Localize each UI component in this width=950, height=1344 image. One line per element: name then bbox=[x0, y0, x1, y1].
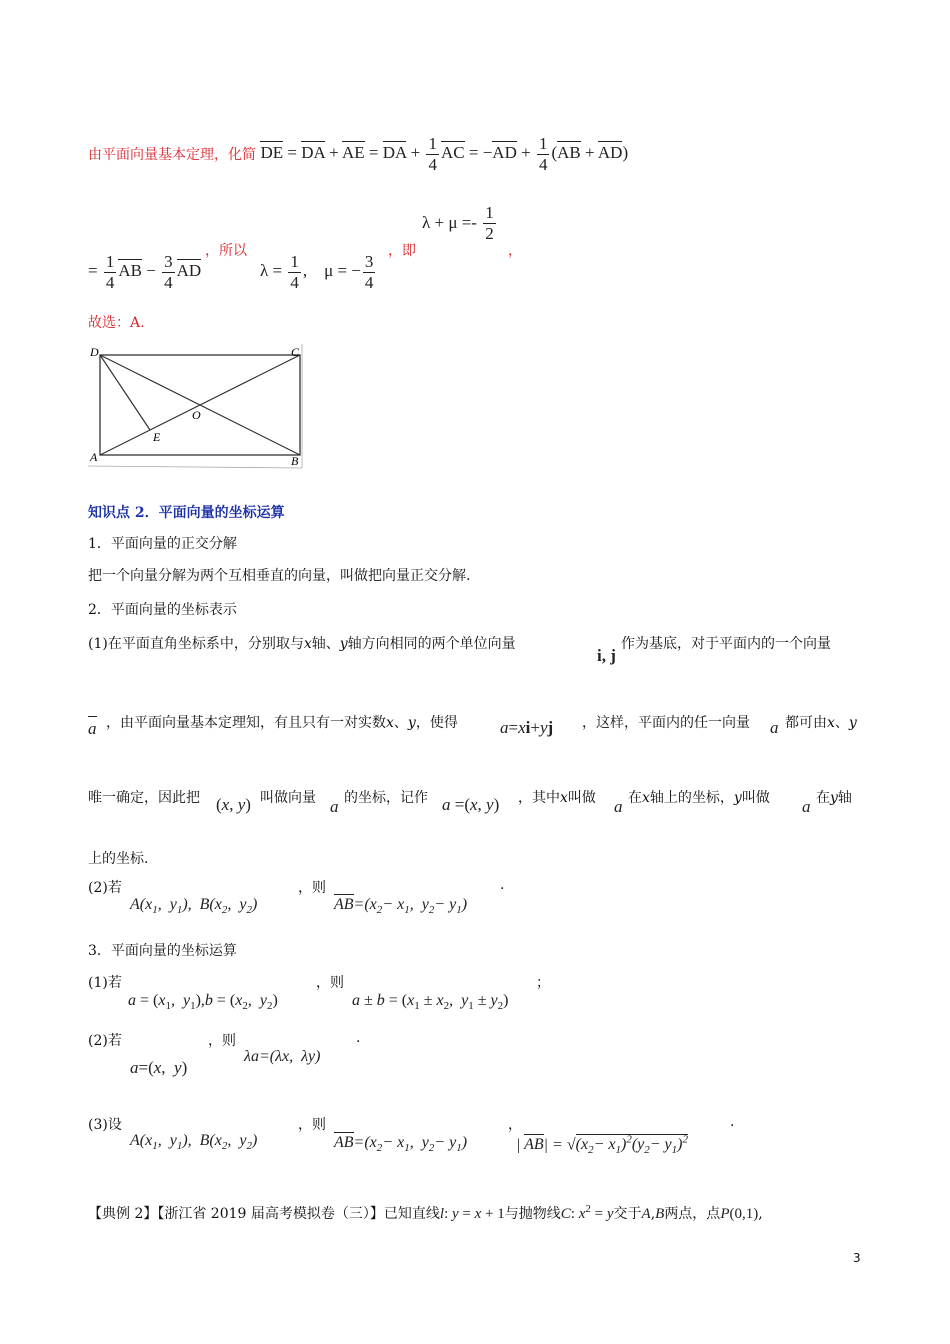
p2-text-c: ，这样，平面内的任一向量 bbox=[582, 715, 750, 731]
formula-a-pm-b: $a \pm b = (x_1 \pm x_2$, $y_1 \pm y_2$) bbox=[352, 992, 509, 1013]
vector-a-2: a bbox=[770, 718, 779, 737]
label-e: E bbox=[153, 430, 161, 444]
points-ab: $A(x_1$, $y_1$), $B(x_2$, $y_2$) bbox=[130, 896, 258, 917]
r1-text-a: (1)若 bbox=[88, 975, 122, 991]
paragraph-unique: ，由平面向量基本定理知，有且只有一对实数x、y，使得 bbox=[106, 715, 458, 731]
formula-ab-vector-2: $AB=(x_2- x_1$, $y_2- y_1$) bbox=[334, 1134, 468, 1155]
formula-ab-ad: = $\frac{1}{4}$ AB − $\frac{3}{4}$ AD bbox=[88, 252, 202, 292]
label-d: D bbox=[90, 345, 99, 359]
vector-a-4: a bbox=[614, 797, 623, 816]
label-b: B bbox=[291, 454, 299, 468]
paragraph-orthogonal: 把一个向量分解为两个互相垂直的向量，叫做把向量正交分解. bbox=[88, 568, 471, 584]
p1-text-c: 轴方向相同的两个单位向量 bbox=[347, 636, 516, 652]
p3-text-e: 叫做 bbox=[567, 790, 596, 806]
lambda-mu-sum: λ + μ =- $\frac{1}{2}$ bbox=[422, 203, 494, 243]
subheading-1: 1．平面向量的正交分解 bbox=[88, 536, 237, 552]
example-text-a: 【典例 2】【浙江省 2019 届高考模拟卷（三）】已知直线 bbox=[88, 1206, 440, 1222]
q2-text-b: ，则 bbox=[298, 880, 326, 896]
formula-lambda-a: λa=(λx, λy) bbox=[244, 1048, 321, 1065]
paragraph-basis: (1)在平面直角坐标系中，分别取与x轴、y轴方向相同的两个单位向量 bbox=[88, 636, 516, 652]
example-2: 【典例 2】【浙江省 2019 届高考模拟卷（三）】已知直线l: y = x + 1与抛物线C: $x^2 = y$交于A,B两点，点P(0,1), bbox=[88, 1203, 763, 1222]
p1-text-a: (1)在平面直角坐标系中，分别取与 bbox=[88, 636, 304, 652]
r2-text-b: ，则 bbox=[208, 1033, 236, 1049]
example-text-b: 与抛物线 bbox=[504, 1206, 561, 1222]
derivation-line-1 bbox=[88, 134, 628, 174]
p3-rest: ，其中x叫做 bbox=[518, 790, 596, 806]
r3-text-c: ， bbox=[508, 1117, 522, 1133]
paragraph-coordinates bbox=[88, 787, 200, 807]
formula-ab-vector: $AB=(x_2- x_1$, $y_2- y_1$) bbox=[334, 896, 468, 917]
answer-choice: 故选：A. bbox=[88, 315, 145, 331]
p3-text-g: 轴上的坐标， bbox=[649, 790, 734, 806]
p2-text-a: ，由平面向量基本定理知，有且只有一对实数 bbox=[106, 715, 386, 731]
p1-text-b: 轴、 bbox=[311, 636, 340, 652]
p3-text-f: 在 bbox=[628, 790, 642, 806]
formula-a-eq-xy: a =(x, y) bbox=[442, 795, 500, 814]
ie-text: ，即 bbox=[388, 243, 416, 259]
vector-a-1: a bbox=[88, 716, 97, 757]
r3-text-d: . bbox=[730, 1114, 735, 1130]
derivation-intro: 由平面向量基本定理，化简 bbox=[88, 147, 256, 164]
r3-text-b: ，则 bbox=[298, 1117, 326, 1133]
vector-a-5: a bbox=[802, 797, 811, 816]
page-number: 3 bbox=[853, 1251, 861, 1265]
p3-rest-3: 在y轴 bbox=[816, 790, 852, 806]
p3-text-b: 叫做向量 bbox=[260, 790, 316, 806]
r1-text-b: ，则 bbox=[316, 975, 344, 991]
p3-text-a: 唯一确定，因此把 bbox=[88, 790, 200, 806]
subheading-2: 2．平面向量的坐标表示 bbox=[88, 602, 237, 618]
lambda-mu-sum-text: λ + μ =- bbox=[422, 213, 477, 233]
r2-text-c: . bbox=[356, 1030, 361, 1046]
p3-text-i: 在 bbox=[816, 790, 830, 806]
label-a: A bbox=[90, 450, 98, 464]
p3-text-j: 轴 bbox=[837, 790, 852, 806]
formula-ab-magnitude: | $AB| = √(x_2- x_1)^2(y_2- y_1)^2$ bbox=[516, 1134, 688, 1157]
trailing-comma: ， bbox=[508, 243, 522, 259]
label-o: O bbox=[192, 408, 201, 422]
p2-text-b: ，使得 bbox=[415, 715, 458, 731]
example-text-d: 两点，点 bbox=[664, 1206, 721, 1222]
label-c: C bbox=[291, 345, 300, 359]
rectangle-figure bbox=[86, 340, 308, 470]
q2-text-c: . bbox=[500, 877, 505, 893]
example-text-c: 交于 bbox=[613, 1206, 642, 1222]
formula-a-xy: a=(x, y) bbox=[130, 1058, 188, 1077]
p3-text-h: 叫做 bbox=[741, 790, 770, 806]
p1-text-d: 作为基底，对于平面内的一个向量 bbox=[621, 636, 831, 652]
formula-de: DE = DA + AE = DA + $\frac{1}{4}$ AC = −AD + $\frac{1}{4}$ (AB + AD) bbox=[260, 134, 629, 174]
p2-tail: 都可由x、y bbox=[785, 715, 857, 731]
formula-a-xi-yj: a=xi+yj bbox=[500, 718, 554, 737]
unit-vectors-ij: i, j bbox=[597, 646, 616, 665]
p3-text-d: ，其中 bbox=[518, 790, 560, 806]
r2-text-a: (2)若 bbox=[88, 1033, 122, 1049]
p3-text-c: 的坐标，记作 bbox=[344, 790, 428, 806]
subheading-3: 3．平面向量的坐标运算 bbox=[88, 943, 237, 959]
p3-rest-2: 在x轴上的坐标，y叫做 bbox=[628, 790, 770, 806]
p2-rest bbox=[582, 712, 750, 732]
section-title: 知识点 2．平面向量的坐标运算 bbox=[88, 505, 285, 521]
points-ab-2: $A(x_1$, $y_1$), $B(x_2$, $y_2$) bbox=[130, 1132, 258, 1153]
r3-text-a: (3)设 bbox=[88, 1117, 122, 1133]
pair-xy: (x, y) bbox=[216, 795, 251, 814]
q2-text-a: (2)若 bbox=[88, 880, 122, 896]
so-text: ，所以 bbox=[205, 243, 247, 259]
vector-a-3: a bbox=[330, 797, 339, 816]
example-text-e: , bbox=[758, 1206, 763, 1222]
r1-text-c: ； bbox=[536, 975, 550, 991]
p4-text: 上的坐标. bbox=[88, 851, 149, 867]
formula-a-b-coords: $a = (x_1$, $y_1),b = (x_2$, $y_2$) bbox=[128, 992, 278, 1013]
p2-text-d: 都可由 bbox=[785, 715, 827, 731]
lambda-mu-values: λ = $\frac{1}{4}$ , μ = − $\frac{3}{4}$ bbox=[260, 252, 374, 292]
